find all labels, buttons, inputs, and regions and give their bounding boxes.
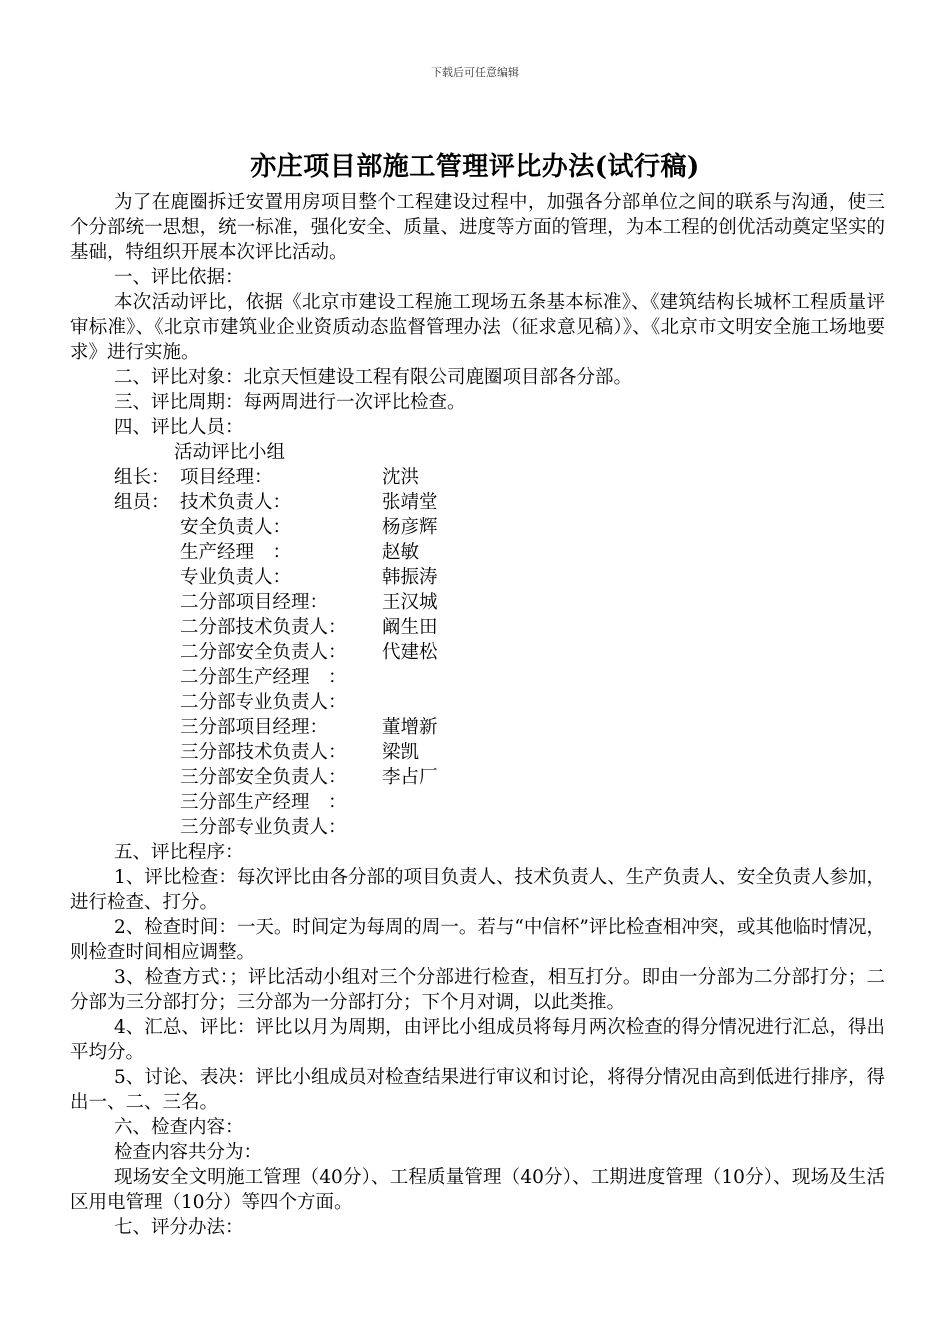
- leader-row: [70, 465, 885, 490]
- member-role: 二分部安全负责人：: [180, 642, 347, 663]
- member-row: [70, 640, 885, 665]
- section-3-text: 三、评比周期：每两周进行一次评比检查。: [114, 392, 466, 413]
- section-6-heading: 六、检查内容：: [114, 1117, 244, 1138]
- member-name: 杨彦辉: [382, 517, 438, 538]
- leader-role: 项目经理：: [180, 467, 273, 488]
- member-role: 技术负责人：: [180, 492, 292, 513]
- member-role: 三分部专业负责人：: [180, 817, 347, 838]
- member-role: 二分部专业负责人：: [180, 692, 347, 713]
- member-name: 王汉城: [382, 592, 438, 613]
- member-name: 梁凯: [382, 742, 420, 763]
- member-role: 三分部项目经理：: [180, 717, 329, 738]
- member-row: [70, 615, 885, 640]
- member-role: 三分部生产经理 ：: [180, 792, 347, 813]
- members-list: [70, 490, 885, 840]
- member-name: 董增新: [382, 717, 438, 738]
- member-name: 赵敏: [382, 542, 420, 563]
- section-1-heading: 一、评比依据：: [114, 267, 244, 288]
- member-name: 张靖堂: [382, 492, 438, 513]
- member-role: 二分部项目经理：: [180, 592, 329, 613]
- member-row: [70, 765, 885, 790]
- section-6-text: 现场安全文明施工管理（40分）、工程质量管理（40分）、工期进度管理（10分）、现场及生活区用电管理（10分）等四个方面。: [70, 1167, 885, 1213]
- member-row: [70, 490, 885, 515]
- member-role: 生产经理 ：: [180, 542, 292, 563]
- procedure-item: 5、讨论、表决：评比小组成员对检查结果进行审议和讨论，将得分情况由高到低进行排序，得出一、二、三名。: [70, 1067, 885, 1113]
- leader-label: 组长：: [114, 467, 170, 488]
- procedure-item: 4、汇总、评比：评比以月为周期，由评比小组成员将每月两次检查的得分情况进行汇总，得出平均分。: [70, 1017, 885, 1063]
- member-name: 代建松: [382, 642, 438, 663]
- procedure-item: 1、评比检查：每次评比由各分部的项目负责人、技术负责人、生产负责人、安全负责人参加，进行检查、打分。: [70, 867, 885, 913]
- intro-paragraph: 为了在鹿圈拆迁安置用房项目整个工程建设过程中，加强各分部单位之间的联系与沟通，使三个分部统一思想，统一标准，强化安全、质量、进度等方面的管理，为本工程的创优活动奠定坚实的基础，特组织开展本次评比活动。: [70, 192, 885, 263]
- member-name: 阚生田: [382, 617, 438, 638]
- leader-name: 沈洪: [382, 467, 420, 488]
- member-name: 李占厂: [382, 767, 438, 788]
- member-role: 二分部生产经理 ：: [180, 667, 347, 688]
- member-row: [70, 715, 885, 740]
- member-role: 三分部安全负责人：: [180, 767, 347, 788]
- member-row: [70, 690, 885, 715]
- download-watermark: 下载后可任意编辑: [431, 66, 519, 79]
- member-role: 专业负责人：: [180, 567, 292, 588]
- procedure-item: 2、检查时间：一天。时间定为每周的周一。若与“中信杯”评比检查相冲突，或其他临时情况，则检查时间相应调整。: [70, 917, 885, 963]
- member-row: [70, 565, 885, 590]
- member-row: [70, 515, 885, 540]
- section-1-text: 本次活动评比，依据《北京市建设工程施工现场五条基本标准》、《建筑结构长城杯工程质量评审标准》、《北京市建筑业企业资质动态监督管理办法（征求意见稿）》、《北京市文明安全施工场地要求》进行实施。: [70, 292, 885, 363]
- section-2-text: 二、评比对象：北京天恒建设工程有限公司鹿圈项目部各分部。: [114, 367, 633, 388]
- member-name: 韩振涛: [382, 567, 438, 588]
- member-row: [70, 740, 885, 765]
- document-title: 亦庄项目部施工管理评比办法(试行稿): [250, 152, 700, 182]
- procedure-item: 3、检查方式：；评比活动小组对三个分部进行检查，相互打分。即由一分部为二分部打分；二分部为三分部打分；三分部为一分部打分；下个月对调，以此类推。: [70, 967, 885, 1013]
- member-row: [70, 815, 885, 840]
- group-title: 活动评比小组: [174, 442, 286, 463]
- member-role: 三分部技术负责人：: [180, 742, 347, 763]
- member-row: [70, 540, 885, 565]
- member-row: [70, 790, 885, 815]
- member-row: [70, 665, 885, 690]
- member-row: [70, 590, 885, 615]
- section-6-subheading: 检查内容共分为：: [114, 1142, 263, 1163]
- members-label: 组员：: [114, 492, 170, 513]
- member-role: 二分部技术负责人：: [180, 617, 347, 638]
- section-7-heading: 七、评分办法：: [114, 1217, 244, 1238]
- member-role: 安全负责人：: [180, 517, 292, 538]
- section-4-heading: 四、评比人员：: [114, 417, 244, 438]
- section-5-heading: 五、评比程序：: [114, 842, 244, 863]
- document-body: [70, 190, 885, 1240]
